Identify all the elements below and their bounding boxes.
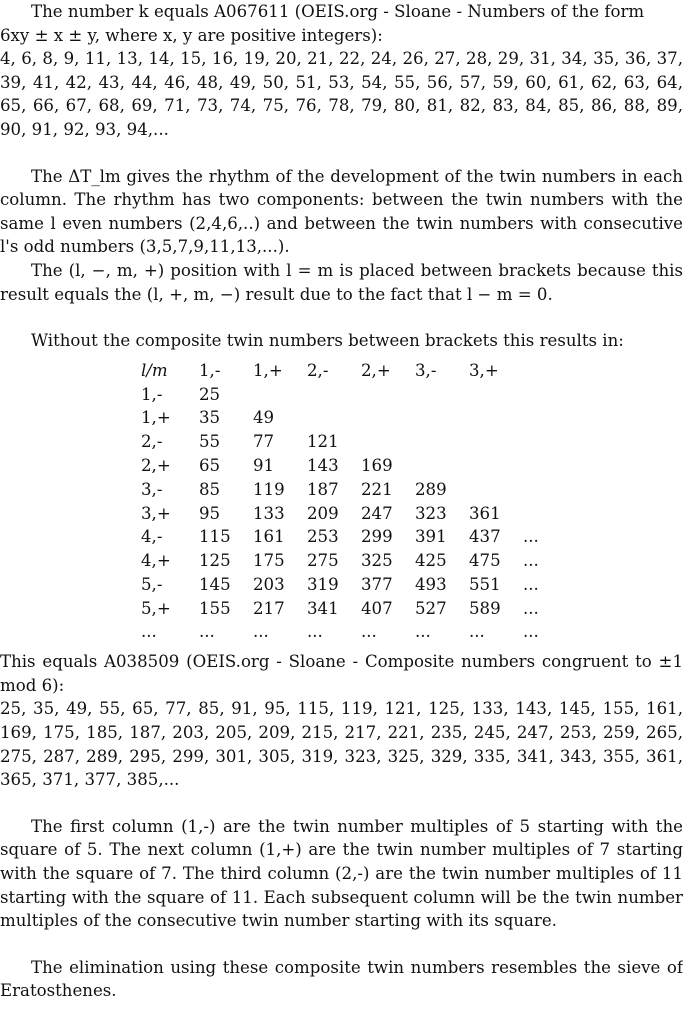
table-cell — [469, 430, 523, 454]
row-label-cell: 1,- — [141, 384, 163, 404]
table-cell — [307, 406, 361, 430]
table-cell: 425 — [415, 551, 447, 571]
table-row — [141, 454, 577, 478]
row-label-cell: 3,+ — [141, 503, 171, 523]
table-cell: 289 — [415, 479, 447, 499]
table-cell: ... — [361, 622, 377, 642]
table-cell — [307, 383, 361, 407]
table-cell: 55 — [199, 432, 221, 452]
table-cell: 437 — [469, 527, 501, 547]
table-cell: 155 — [199, 598, 231, 618]
row-label-cell: 2,- — [141, 432, 163, 452]
table-cell: 161 — [253, 527, 285, 547]
table-cell — [469, 478, 523, 502]
table-cell: 323 — [415, 503, 447, 523]
spacer — [0, 792, 683, 815]
spacer — [0, 933, 683, 956]
table-cell: 145 — [199, 574, 231, 594]
table-row — [141, 478, 577, 502]
row-label-cell: 5,- — [141, 574, 163, 594]
table-row — [141, 549, 577, 573]
table-cell: ... — [523, 622, 539, 642]
table-cell: 169 — [361, 455, 393, 475]
table-cell: 361 — [469, 503, 501, 523]
table-cell: 247 — [361, 503, 393, 523]
row-label-cell: 3,- — [141, 479, 163, 499]
table-cell — [523, 383, 577, 407]
table-cell: 91 — [253, 455, 275, 475]
table-row — [141, 406, 577, 430]
table-cell: 133 — [253, 503, 285, 523]
table-cell: 551 — [469, 574, 501, 594]
table-cell: 25 — [199, 384, 221, 404]
table-cell: ... — [523, 574, 539, 594]
oeis-a067611-intro: The number k equals A067611 (OEIS.org - Sloane - Numbers of the form — [31, 2, 645, 21]
rhythm-paragraph: The ΔT_lm gives the rhythm of the development of the twin numbers in each column. The rhythm has two components: between the twin numbers with the same l even numbers (2,4,6,..) and between the twin numbers with consecutive l's odd numbers (3,5,7,9,11,13,...). — [0, 166, 683, 257]
table-header-cell — [523, 359, 577, 383]
table-cell: ... — [523, 551, 539, 571]
table-header-row — [141, 359, 577, 383]
table-cell: 299 — [361, 527, 393, 547]
table-cell — [361, 406, 415, 430]
table-cell: 65 — [199, 455, 221, 475]
table-cell: 377 — [361, 574, 393, 594]
table-cell: 187 — [307, 479, 339, 499]
table-header-cell: l/m — [141, 360, 168, 380]
table-cell: 493 — [415, 574, 447, 594]
table-cell: 221 — [361, 479, 393, 499]
sequence-a038509: 25, 35, 49, 55, 65, 77, 85, 91, 95, 115, 119, 121, 125, 133, 143, 145, 155, 161, 169, 175, 185, 187, 203, 205, 209, 215, 217, 221, 235, 245, 247, 253, 259, 265, 275, 287, 289, 295, 299, 301, 305, 319, 323, 325, 329, 335, 341, 343, 355, 361, 365, 371, 377, 385,... — [0, 699, 683, 790]
table-row — [141, 597, 577, 621]
table-cell: 217 — [253, 598, 285, 618]
table-cell — [361, 383, 415, 407]
table-cell: 125 — [199, 551, 231, 571]
table-cell: 475 — [469, 551, 501, 571]
table-cell — [469, 406, 523, 430]
table-cell: 77 — [253, 432, 275, 452]
table-header-cell: 3,- — [415, 360, 437, 380]
table-cell: 589 — [469, 598, 501, 618]
spacer — [0, 306, 683, 329]
table-cell: 319 — [307, 574, 339, 594]
row-label-cell: 2,+ — [141, 455, 171, 475]
table-cell: ... — [469, 622, 485, 642]
table-cell — [469, 454, 523, 478]
table-cell: 391 — [415, 527, 447, 547]
oeis-a038509-intro: This equals A038509 (OEIS.org - Sloane - Composite numbers congruent to ±1 mod 6): — [0, 652, 683, 695]
table-cell: 115 — [199, 527, 231, 547]
table-cell: 253 — [307, 527, 339, 547]
table-cell — [361, 430, 415, 454]
table-body — [141, 383, 577, 645]
table-header-cell: 2,+ — [361, 360, 391, 380]
table-cell: ... — [523, 598, 539, 618]
table-row — [141, 502, 577, 526]
table-cell — [523, 502, 577, 526]
table-cell: 121 — [307, 432, 339, 452]
table-cell: 35 — [199, 408, 221, 428]
table-cell: 119 — [253, 479, 285, 499]
table-cell: 209 — [307, 503, 339, 523]
spacer — [0, 142, 683, 165]
table-cell: 527 — [415, 598, 447, 618]
table-cell: 95 — [199, 503, 221, 523]
row-label-cell: 4,+ — [141, 551, 171, 571]
table-intro: Without the composite twin numbers between brackets this results in: — [31, 331, 624, 351]
sequence-a067611: 4, 6, 8, 9, 11, 13, 14, 15, 16, 19, 20, 21, 22, 24, 26, 27, 28, 29, 31, 34, 35, 36, 37, 39, 41, 42, 43, 44, 46, 48, 49, 50, 51, 53, 54, 55, 56, 57, 59, 60, 61, 62, 63, 64, 65, 66, 67, 68, 69, 71, 73, 74, 75, 76, 78, 79, 80, 81, 82, 83, 84, 85, 86, 88, 89, 90, 91, 92, 93, 94,... — [0, 49, 683, 139]
table-cell — [415, 406, 469, 430]
table-cell — [415, 454, 469, 478]
table-cell: 85 — [199, 479, 221, 499]
table-row — [141, 573, 577, 597]
table-header-cell: 1,+ — [253, 360, 283, 380]
table-cell: 407 — [361, 598, 393, 618]
form-expression: 6xy ± x ± y, where x, y are positive integers): — [0, 25, 383, 45]
composite-twin-table — [141, 359, 577, 645]
table-row — [141, 620, 577, 644]
table-cell: ... — [523, 527, 539, 547]
table-row — [141, 525, 577, 549]
table-cell: 143 — [307, 455, 339, 475]
table-header-cell: 2,- — [307, 360, 329, 380]
table-row — [141, 383, 577, 407]
table-cell: ... — [307, 622, 323, 642]
table-cell — [523, 454, 577, 478]
table-cell: ... — [199, 622, 215, 642]
row-label-cell: 5,+ — [141, 598, 171, 618]
table-cell: 341 — [307, 598, 339, 618]
table-cell — [469, 383, 523, 407]
table-cell: ... — [415, 622, 431, 642]
row-label-cell: 1,+ — [141, 408, 171, 428]
table-cell — [523, 406, 577, 430]
row-label-cell: ... — [141, 622, 157, 642]
table-cell — [253, 383, 307, 407]
table-cell: 175 — [253, 551, 285, 571]
table-cell — [523, 430, 577, 454]
table-header-cell: 1,- — [199, 360, 221, 380]
table-cell: 275 — [307, 551, 339, 571]
table-cell — [415, 430, 469, 454]
table-cell: 325 — [361, 551, 393, 571]
table-cell: 203 — [253, 574, 285, 594]
table-cell: 49 — [253, 408, 275, 428]
sieve-paragraph: The elimination using these composite twin numbers resembles the sieve of Eratosthenes. — [0, 957, 683, 1001]
table-row — [141, 430, 577, 454]
table-cell — [523, 478, 577, 502]
table-cell — [415, 383, 469, 407]
columns-paragraph: The first column (1,-) are the twin number multiples of 5 starting with the square of 5. The next column (1,+) are the twin number multiples of 7 starting with the square of 7. The third column (2,-) are the twin number multiples of 11 starting with the square of 11. Each subsequent column will be the twin number multiples of the consecutive twin number starting with its square. — [0, 816, 683, 931]
table-header-cell: 3,+ — [469, 360, 499, 380]
table-cell: ... — [253, 622, 269, 642]
row-label-cell: 4,- — [141, 527, 163, 547]
bracket-paragraph: The (l, −, m, +) position with l = m is placed between brackets because this result equals the (l, +, m, −) result due to the fact that l − m = 0. — [0, 260, 683, 304]
